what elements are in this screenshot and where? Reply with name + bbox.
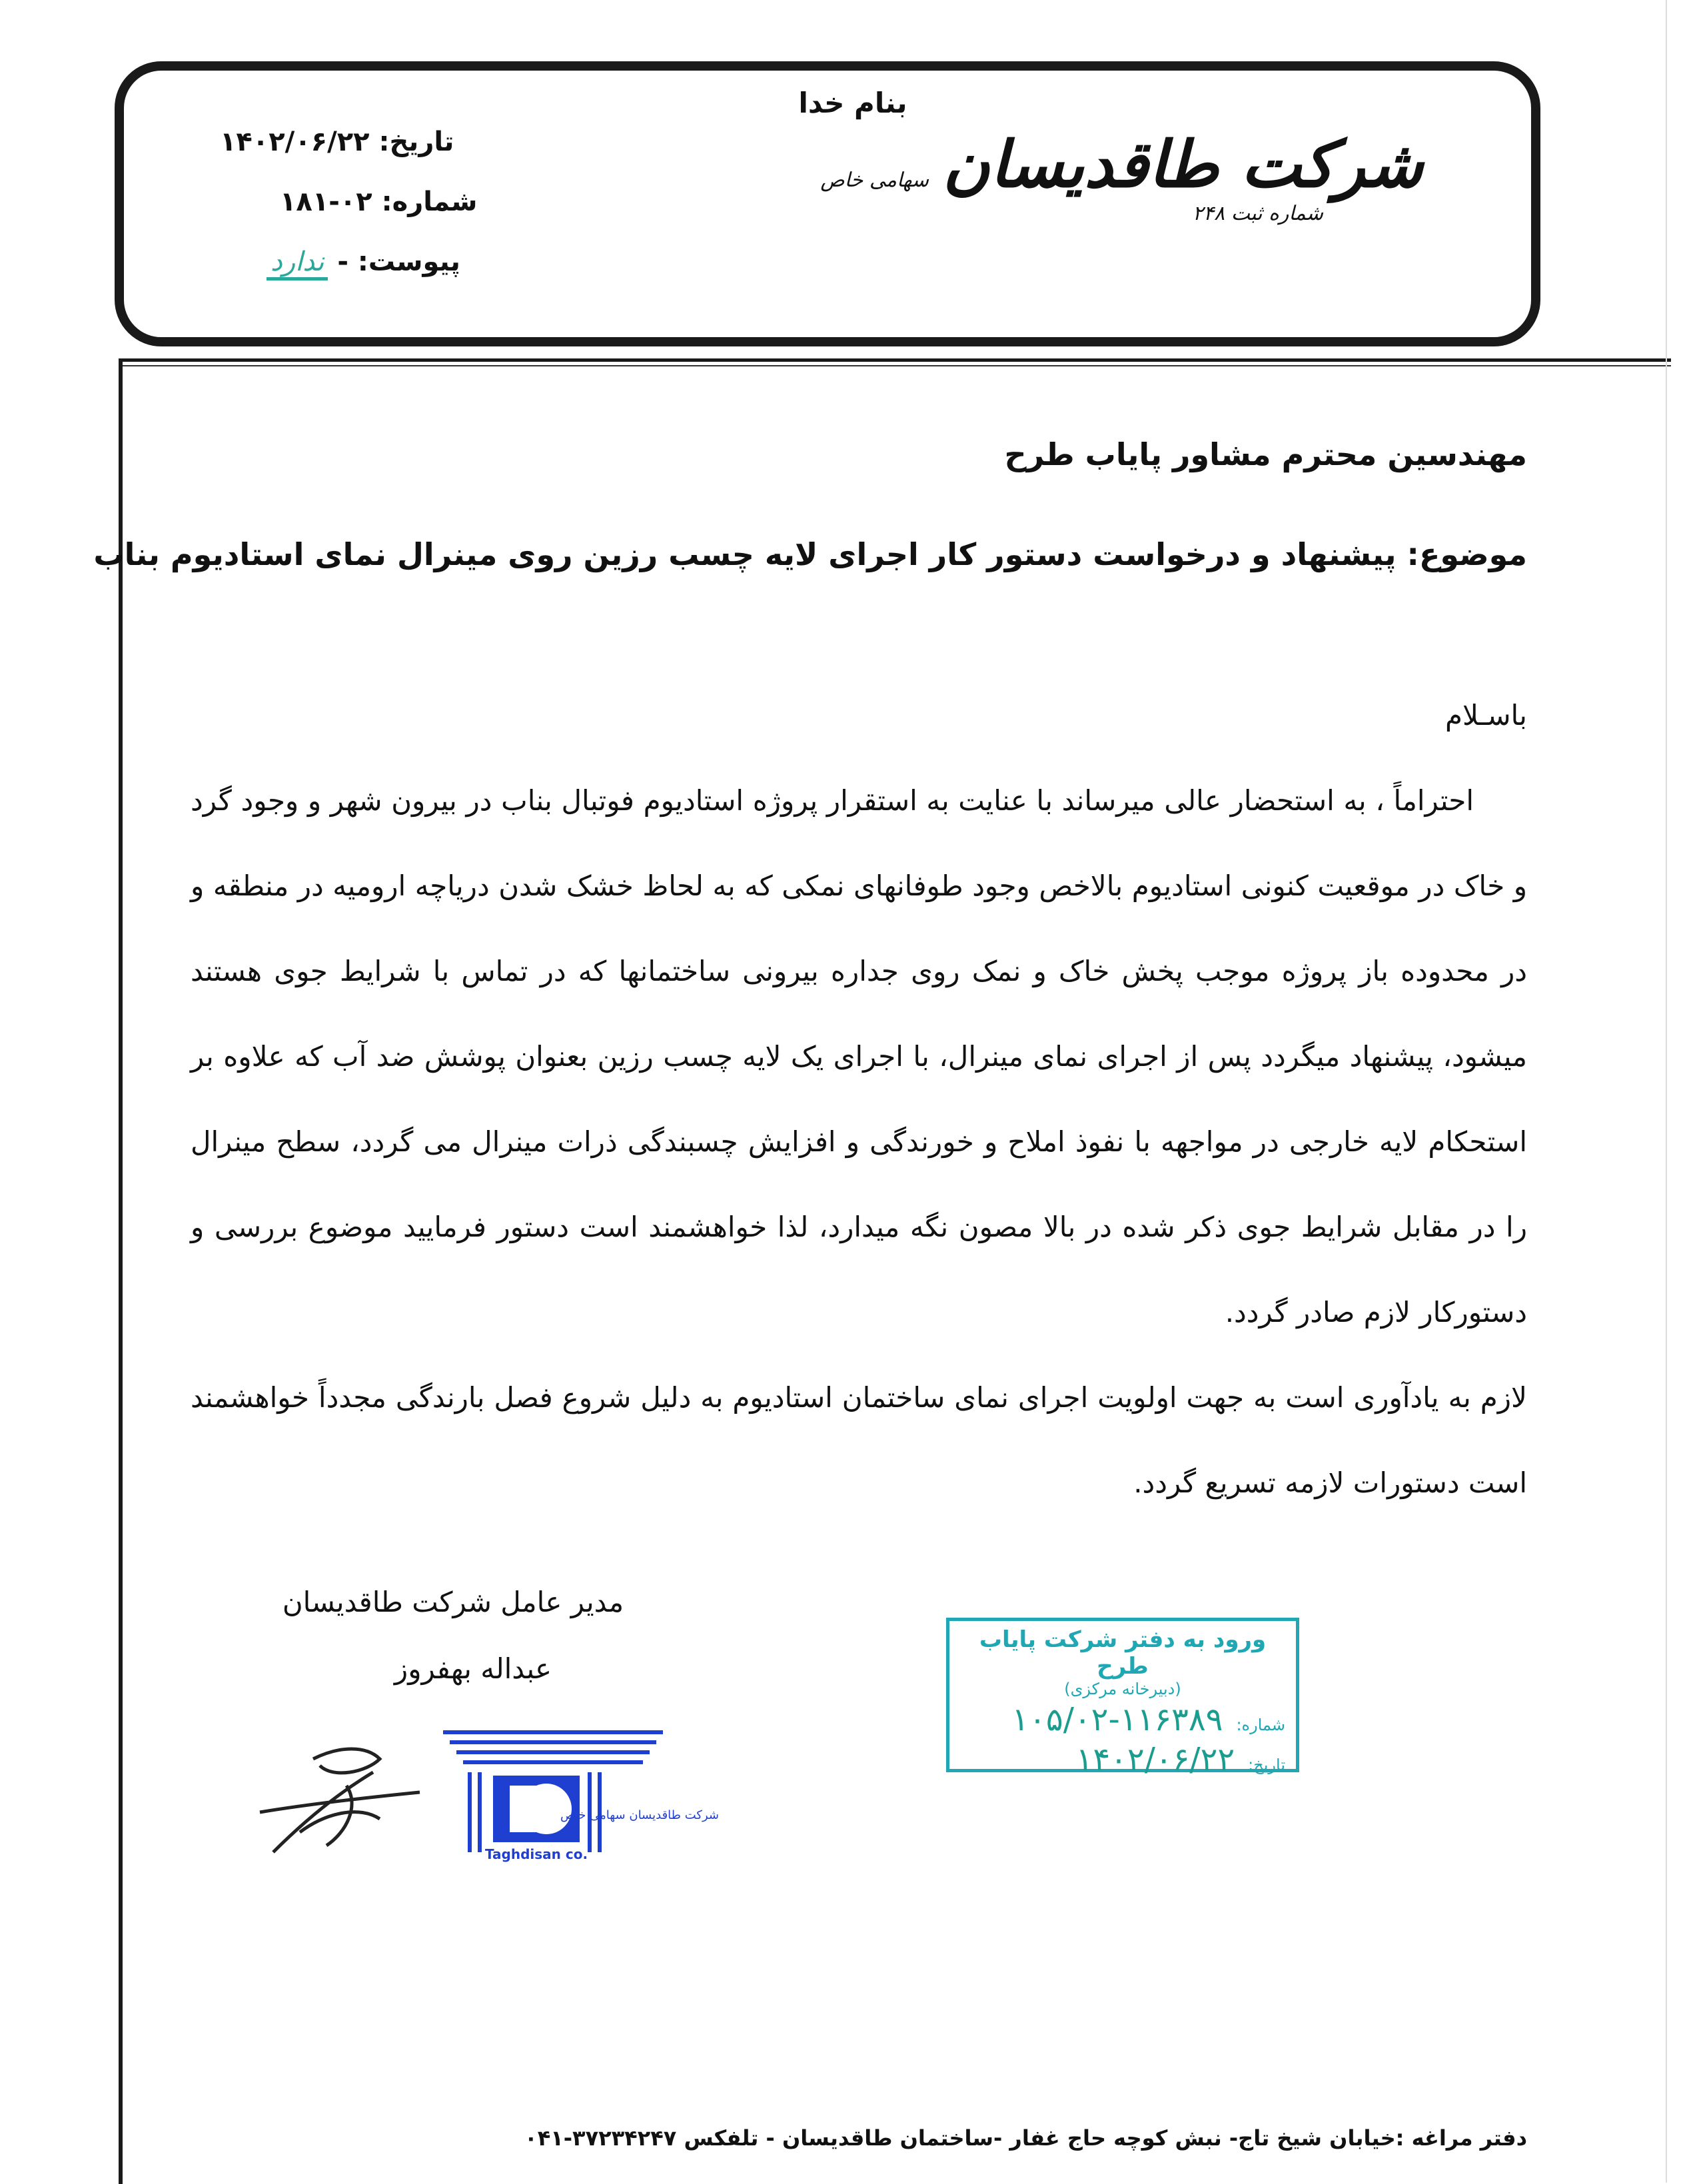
signer-name: عبداله بهفروز bbox=[394, 1652, 552, 1685]
recipient: مهندسین محترم مشاور پایاب طرح bbox=[1004, 436, 1527, 472]
date-line bbox=[220, 127, 454, 157]
date-label: تاریخ: bbox=[378, 127, 454, 157]
signer-title: مدیر عامل شرکت طاقدیسان bbox=[282, 1586, 624, 1618]
bismillah: بنام خدا bbox=[798, 87, 907, 119]
margin-line bbox=[119, 358, 123, 2184]
letter-body bbox=[191, 673, 1527, 1526]
seal-text: شرکت طاقدیسان سهامی خاص bbox=[560, 1808, 719, 1822]
company-seal bbox=[403, 1719, 719, 1862]
received-stamp-subtitle: (دبیرخانه مرکزی) bbox=[1064, 1680, 1181, 1698]
divider bbox=[119, 358, 1671, 362]
paragraph: احتراماً ، به استحضار عالی میرساند با عنایت به استقرار پروژه استادیوم فوتبال بناب در بیرون شهر و وجود گرد و خاک در موقعیت کنونی استادیوم بالاخص وجود طوفانهای نمکی که به لحاظ خشک شدن دریاچه ارومیه در منطقه و در محدوده باز پروژه موجب پخش خاک و نمک روی جداره بیرونی ساختمانها که در تماس با شرایط جوی هستند میشود، پیشنهاد میگردد پس از اجرای نمای مینرال، با اجرای یک لایه چسب رزین بعنوان پوشش ضد آب که علاوه بر استحکام لایه خارجی در مواجهه با نفوذ املاح و خورندگی و افزایش چسبندگی ذرات مینرال می گردد، سطح مینرال را در مقابل شرایط جوی ذکر شده در بالا مصون نگه میدارد، لذا خواهشمند است دستور فرمایید موضوع بررسی و دستورکار لازم صادر گردد. bbox=[191, 784, 1527, 1329]
attachment-line bbox=[267, 247, 460, 277]
company-logo bbox=[820, 127, 1423, 225]
received-date-value: ۱۴۰۲/۰۶/۲۲ bbox=[1075, 1741, 1235, 1778]
received-stamp-title: ورود به دفتر شرکت پایاب طرح bbox=[979, 1626, 1267, 1680]
received-number-value: ۱۰۵/۰۲-۱۱۶۳۸۹ bbox=[1011, 1701, 1223, 1738]
seal-latin: Taghdisan co. bbox=[484, 1846, 588, 1862]
company-type: سهامی خاص bbox=[820, 169, 929, 192]
number-line bbox=[280, 187, 477, 217]
divider bbox=[119, 365, 1671, 366]
paragraph: لازم به یادآوری است به جهت اولویت اجرای نمای ساختمان استادیوم به دلیل شروع فصل بارندگی مجدداً خواهشمند است دستورات لازمه تسریع گردد. bbox=[191, 1381, 1527, 1499]
company-name: شرکت طاقدیسان bbox=[943, 127, 1423, 202]
page-edge bbox=[1666, 0, 1667, 2183]
received-stamp bbox=[946, 1618, 1299, 1778]
number-value: ۰۲-۱۸۱ bbox=[280, 187, 372, 217]
attachment-label: پیوست: - bbox=[337, 247, 460, 277]
greeting: باسـلام bbox=[1444, 699, 1527, 732]
footer-address: دفتر مراغه :خیابان شیخ تاج- نبش کوچه حاج غفار -ساختمان طاقدیسان - تلفکس ۳۷۲۳۴۲۴۷-۰۴۱ bbox=[524, 2125, 1527, 2151]
registration-number: شماره ثبت ۲۴۸ bbox=[1192, 202, 1323, 225]
subject: موضوع: پیشنهاد و درخواست دستور کار اجرای لایه چسب رزین روی مینرال نمای استادیوم بناب bbox=[93, 536, 1527, 572]
date-value: ۱۴۰۲/۰۶/۲۲ bbox=[220, 127, 370, 157]
number-label: شماره: bbox=[381, 187, 478, 217]
attachment-value: ندارد bbox=[267, 247, 328, 280]
received-number-label: شماره: bbox=[1236, 1716, 1285, 1734]
received-date-label: تاریخ: bbox=[1248, 1756, 1285, 1774]
